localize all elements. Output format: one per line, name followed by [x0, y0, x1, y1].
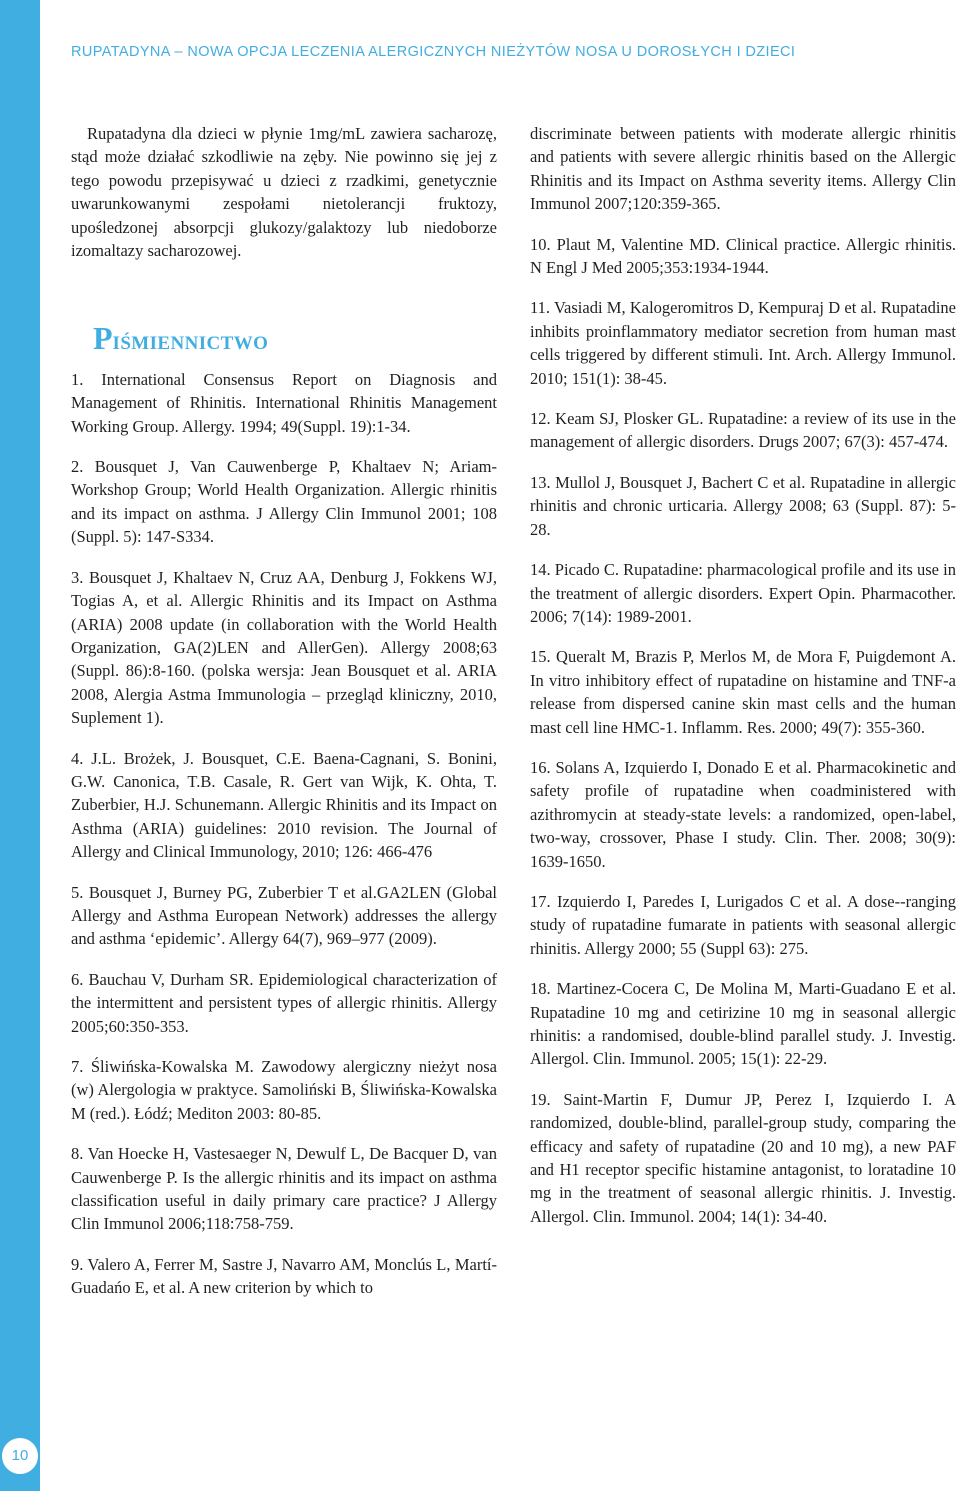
reference-item: 14. Picado C. Rupatadine: pharmacological profile and its use in the treatment of allergic disorders. Expert Opin. Pharmacother. 2006; 7(14): 1989-2001. [530, 560, 956, 626]
side-color-bar [0, 0, 40, 1491]
reference-item: 10. Plaut M, Valentine MD. Clinical practice. Allergic rhinitis. N Engl J Med 2005;353:1934-1944. [530, 234, 956, 278]
reference-item: 19. Saint-Martin F, Dumur JP, Perez I, Izquierdo I. A randomized, double-blind, parallel-group study, comparing the efficacy and safety of rupatadine (20 and 10 mg), a new PAF and H1 receptor specific histamine antagonist, to loratadine 10 mg in the treatment of seasonal allergic rhinitis. J. Investig. Allergol. Clin. Immunol. 2004; 14(1): 34-40. [530, 1089, 956, 1226]
section-heading-initial: P [93, 320, 113, 357]
reference-item: 15. Queralt M, Brazis P, Merlos M, de Mora F, Puigdemont A. In vitro inhibitory effect of rupatadine on histamine and TNF-a release from dispersed canine skin mast cells and the human mast cell line HMC-1. Inflamm. Res. 2000; 49(7): 355-360. [530, 647, 956, 737]
reference-item: 1. International Consensus Report on Diagnosis and Management of Rhinitis. International Rhinitis Management Working Group. Allergy. 1994; 49(Suppl. 19):1-34. [71, 369, 497, 436]
reference-item: 3. Bousquet J, Khaltaev N, Cruz AA, Denburg J, Fokkens WJ, Togias A, et al. Allergic Rhinitis and its Impact on Asthma (ARIA) 2008 update (in collaboration with the World Health Organization, GA(2)LEN and AllerGen). Allergy 2008;63 (Suppl. 86):8-160. (polska wersja: Jean Bousquet et al. ARIA 2008, Alergia Astma Immunologia – przegląd kliniczny, 2010, Suplement 1). [71, 567, 497, 728]
page-number: 10 [0, 1436, 40, 1476]
reference-item: 18. Martinez-Cocera C, De Molina M, Marti-Guadano E et al. Rupatadine 10 mg and cetirizine 10 mg in seasonal allergic rhinitis: a randomised, double-blind parallel study. J. Investig. Allergol. Clin. Immunol. 2005; 15(1): 22-29. [530, 979, 956, 1069]
left-column [71, 122, 497, 1300]
reference-item: 7. Śliwińska-Kowalska M. Zawodowy alergiczny nieżyt nosa (w) Alergologia w praktyce. Samoliński B, Śliwińska-Kowalska M (red.). Łódź; Mediton 2003: 80-85. [71, 1057, 497, 1123]
reference-item: discriminate between patients with moderate allergic rhinitis and patients with severe allergic rhinitis based on the Allergic Rhinitis and its Impact on Asthma severity items. Allergy Clin Immunol 2007;120:359-365. [530, 124, 956, 214]
reference-item: 13. Mullol J, Bousquet J, Bachert C et al. Rupatadine in allergic rhinitis and chronic urticaria. Allergy 2008; 63 (Suppl. 87): 5-28. [530, 472, 956, 539]
reference-list-right [530, 122, 956, 1228]
reference-item: 12. Keam SJ, Plosker GL. Rupatadine: a review of its use in the management of allergic disorders. Drugs 2007; 67(3): 457-474. [530, 409, 956, 452]
reference-item: 9. Valero A, Ferrer M, Sastre J, Navarro AM, Monclús L, Martí-Guadańo E, et al. A new criterion by which to [71, 1254, 497, 1298]
reference-item: 11. Vasiadi M, Kalogeromitros D, Kempuraj D et al. Rupatadine inhibits proinflammatory mediator secretion from human mast cells triggered by different stimuli. Int. Arch. Allergy Immunol. 2010; 151(1): 38-45. [530, 298, 956, 388]
reference-item: 8. Van Hoecke H, Vastesaeger N, Dewulf L, De Bacquer D, van Cauwenberge P. Is the allergic rhinitis and its impact on asthma classification useful in daily primary care practice? J Allergy Clin Immunol 2006;118:758-759. [71, 1144, 497, 1234]
reference-item: 5. Bousquet J, Burney PG, Zuberbier T et al.GA2LEN (Global Allergy and Asthma European Network) addresses the allergy and asthma ‘epidemic’. Allergy 64(7), 969–977 (2009). [71, 882, 497, 949]
reference-item: 4. J.L. Brożek, J. Bousquet, C.E. Baena-Cagnani, S. Bonini, G.W. Canonica, T.B. Casale, R. Gert van Wijk, K. Ohta, T. Zuberbier, H.J. Schunemann. Allergic Rhinitis and its Impact on Asthma (ARIA) guidelines: 2010 revision. The Journal of Allergy and Clinical Immunology, 2010; 126: 466-476 [71, 748, 497, 862]
reference-item: 2. Bousquet J, Van Cauwenberge P, Khaltaev N; Ariam-Workshop Group; World Health Organization. Allergic rhinitis and its impact on asthma. J Allergy Clin Immunol 2001; 108 (Suppl. 5): 147-S334. [71, 457, 497, 547]
running-header: RUPATADYNA – NOWA OPCJA LECZENIA ALERGICZNYCH NIEŻYTÓW NOSA U DOROSŁYCH I DZIECI [71, 44, 796, 60]
reference-item: 16. Solans A, Izquierdo I, Donado E et al. Pharmacokinetic and safety profile of rupatadine when coadministered with azithromycin at steady-state levels: a randomized, open-label, two-way, crossover, Phase I study. Clin. Ther. 2008; 30(9): 1639-1650. [530, 757, 956, 871]
reference-item: 6. Bauchau V, Durham SR. Epidemiological characterization of the intermittent and persistent types of allergic rhinitis. Allergy 2005;60:350-353. [71, 969, 497, 1036]
reference-item: 17. Izquierdo I, Paredes I, Lurigados C et al. A dose--ranging study of rupatadine fumarate in patients with seasonal allergic rhinitis. Allergy 2000; 55 (Suppl 63): 275. [530, 891, 956, 958]
right-column [530, 122, 956, 1228]
reference-list-left [71, 368, 497, 1300]
section-heading [93, 322, 497, 355]
section-heading-rest: IŚMIENNICTWO [112, 333, 269, 355]
intro-paragraph: Rupatadyna dla dzieci w płynie 1mg/mL zawiera sacharozę, stąd może działać szkodliwie na zęby. Nie powinno się jej z tego powodu przepisywać u dzieci z rzadkimi, genetycznie uwarunkowanymi zespołami nietolerancji fruktozy, upośledzonej absorpcji glukozy/galaktozy lub niedoborze izomaltazy sacharozowej. [71, 124, 497, 261]
